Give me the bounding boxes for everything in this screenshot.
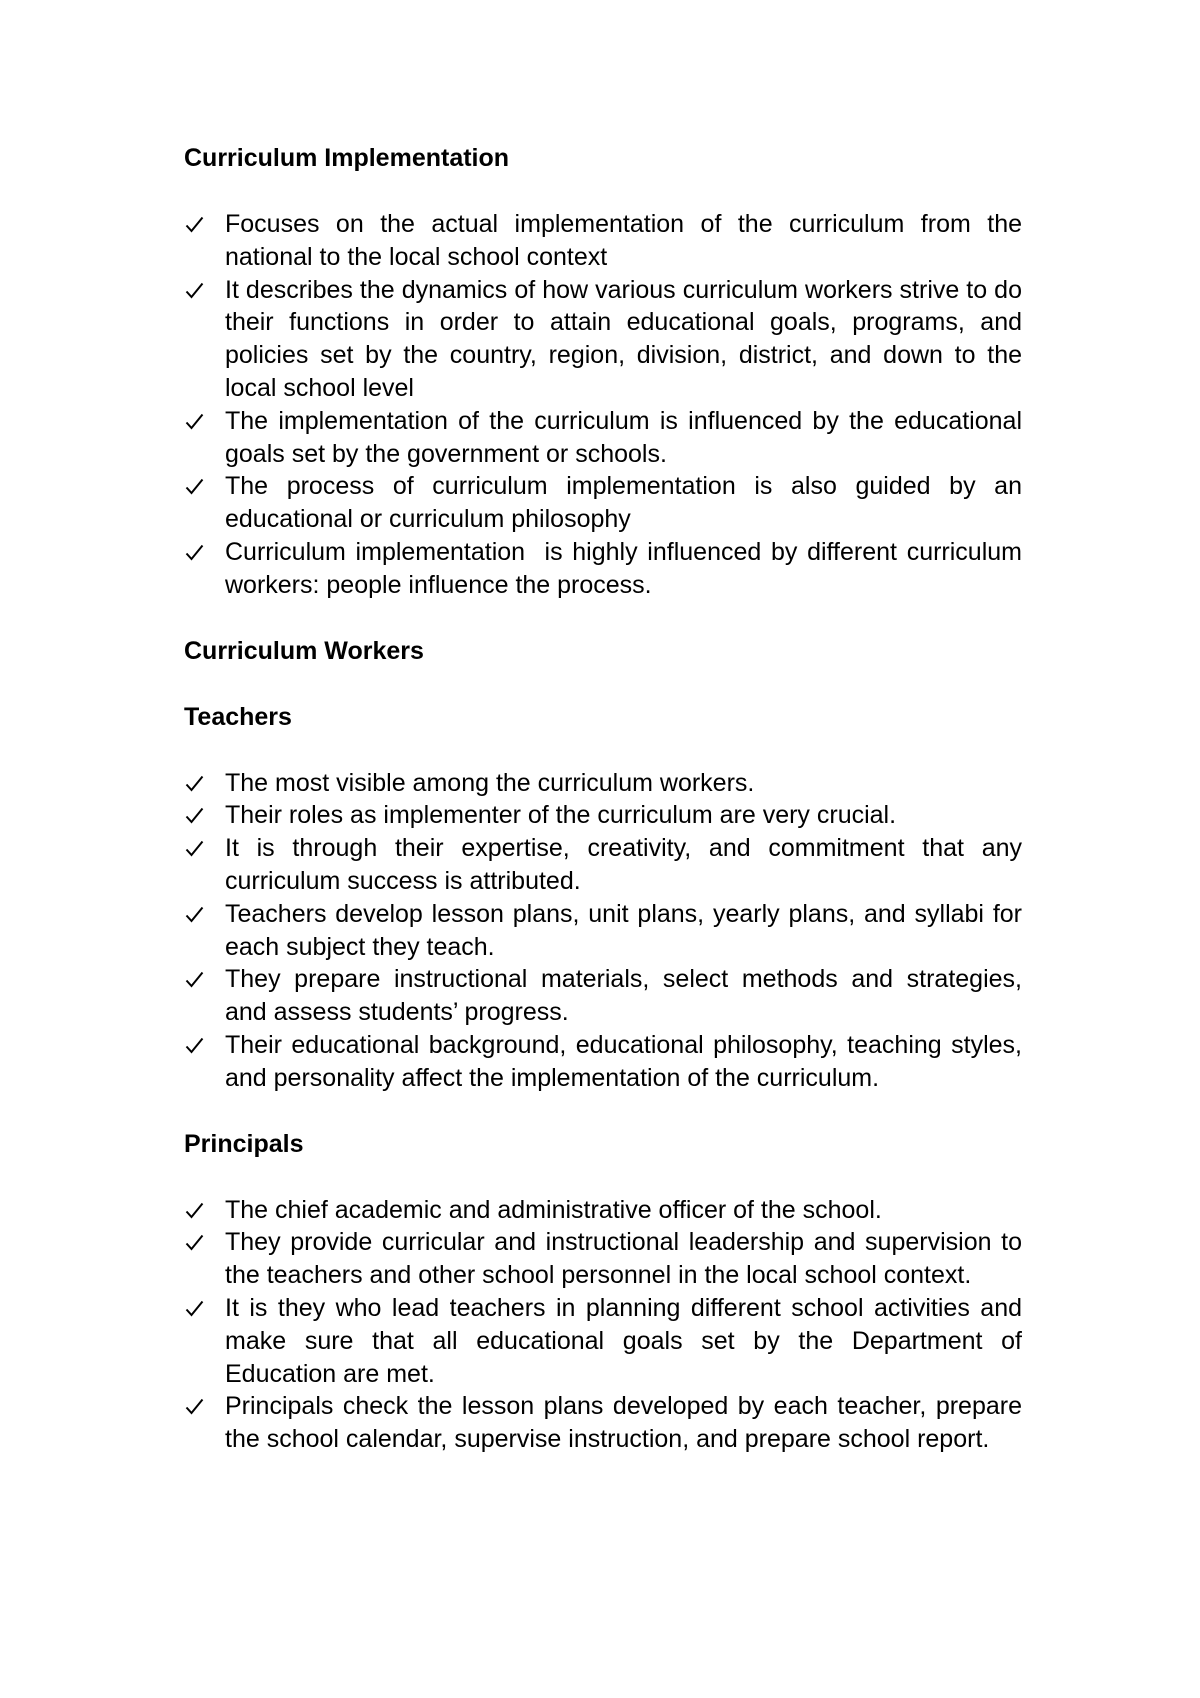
checkmark-icon [184, 208, 208, 240]
list-item-text: The chief academic and administrative officer of the school. [225, 1195, 882, 1224]
section-heading-curriculum-workers: Curriculum Workers [184, 636, 424, 665]
checkmark-icon [184, 1029, 208, 1061]
checkmark-icon [184, 1292, 208, 1324]
checkmark-icon [184, 1194, 208, 1226]
document-page [184, 142, 1029, 1456]
list-item-text: Focuses on the actual implementation of the curriculum from the national to the local school context [225, 210, 1022, 271]
list-item-text: It is through their expertise, creativity, and commitment that any curriculum success is attributed. [225, 834, 1022, 895]
section-heading-curriculum-implementation: Curriculum Implementation [184, 144, 510, 172]
list-item-text: It is they who lead teachers in planning different school activities and make sure that all educational goals set by the Department of Education are met. [225, 1293, 1022, 1388]
list-item [184, 799, 1022, 832]
checkmark-icon [184, 1226, 208, 1258]
checkmark-icon [184, 274, 208, 306]
list-item-text: They provide curricular and instructional leadership and supervision to the teachers and other school personnel in the local school context. [225, 1228, 1022, 1290]
list-item-text: Curriculum implementation is highly influenced by different curriculum workers: people influence the process. [225, 537, 1029, 599]
checkmark-icon [184, 963, 208, 995]
list-item [184, 767, 1022, 800]
list-item [184, 536, 1029, 602]
list-item-text: Their educational background, educational philosophy, teaching styles, and personality affect the implementation of the curriculum. [225, 1030, 1022, 1092]
list-item [184, 208, 1022, 274]
list-item [184, 898, 1022, 964]
list-item [184, 470, 1022, 536]
checkmark-icon [184, 767, 208, 799]
list-item [184, 963, 1022, 1029]
checkmark-icon [184, 898, 208, 930]
list-item-text: The process of curriculum implementation is also guided by an educational or curriculum philosophy [225, 472, 1022, 534]
checkmark-icon [184, 405, 208, 437]
section-heading-principals: Principals [184, 1129, 304, 1158]
list-item [184, 1029, 1022, 1095]
list-item-text: Principals check the lesson plans developed by each teacher, prepare the school calendar, supervise instruction, and prepare school report. [225, 1392, 1022, 1454]
checkmark-icon [184, 832, 208, 864]
list-item-text: The most visible among the curriculum workers. [225, 768, 755, 797]
checkmark-icon [184, 536, 208, 568]
checkmark-icon [184, 470, 208, 502]
list-item [184, 1194, 1022, 1227]
checklist-principals [184, 1194, 1022, 1456]
list-item [184, 1292, 1022, 1390]
list-item-text: Teachers develop lesson plans, unit plans, yearly plans, and syllabi for each subject they teach. [225, 899, 1022, 961]
section-heading-teachers: Teachers [184, 702, 292, 731]
checkmark-icon [184, 1390, 208, 1422]
list-item [184, 1226, 1022, 1292]
checklist-curriculum-implementation [184, 208, 1029, 602]
list-item-text: The implementation of the curriculum is influenced by the educational goals set by the government or schools. [225, 406, 1022, 468]
checklist-teachers [184, 767, 1022, 1095]
list-item [184, 274, 1022, 405]
list-item-text: They prepare instructional materials, select methods and strategies, and assess students’ progress. [225, 965, 1022, 1027]
list-item [184, 1390, 1022, 1456]
checkmark-icon [184, 799, 208, 831]
list-item [184, 405, 1022, 471]
list-item [184, 832, 1022, 898]
list-item-text: It describes the dynamics of how various curriculum workers strive to do their functions in order to attain educational goals, programs, and policies set by the country, region, division, district, and down to the local school level [225, 275, 1022, 402]
list-item-text: Their roles as implementer of the curriculum are very crucial. [225, 801, 897, 830]
